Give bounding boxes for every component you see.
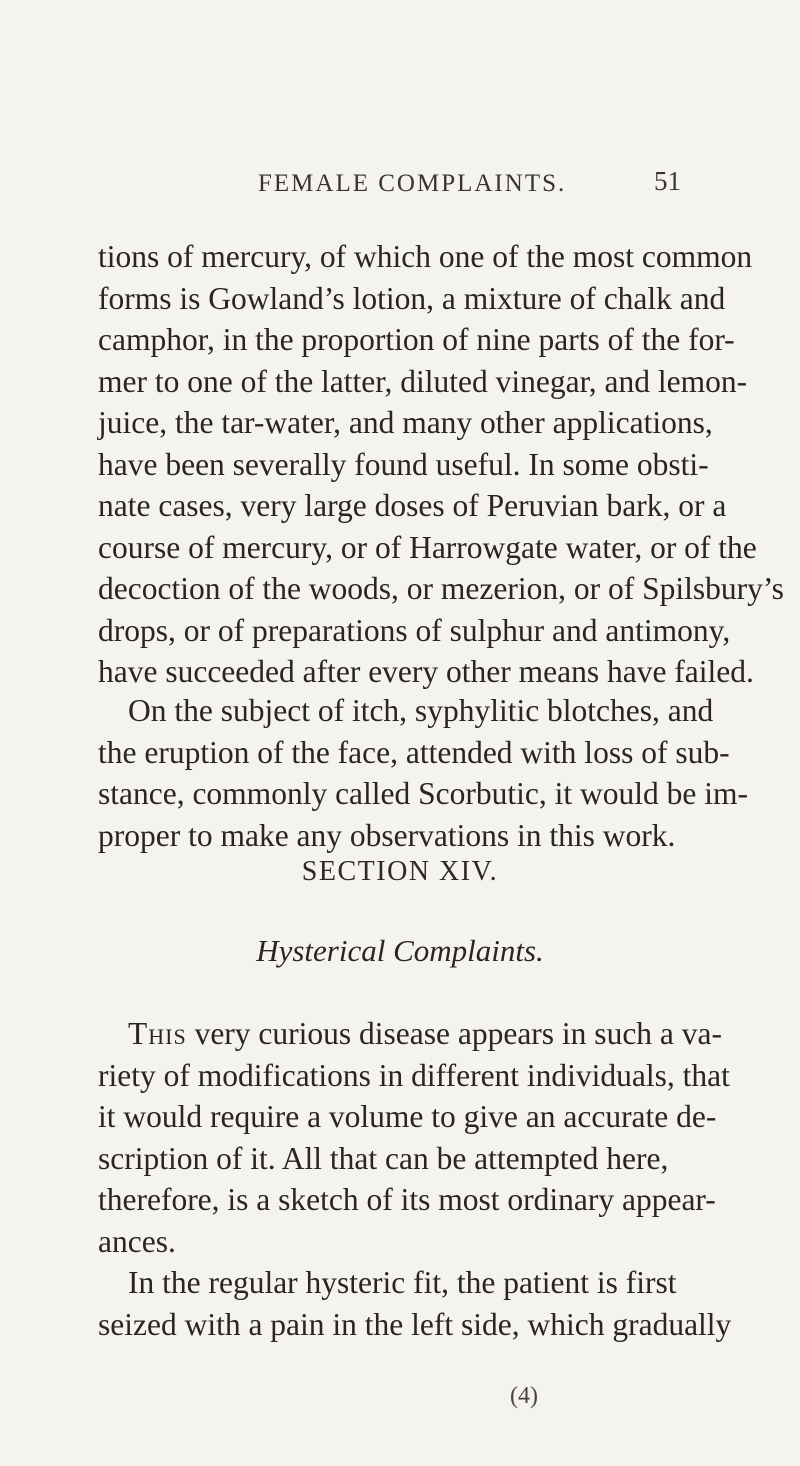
text-line: In the regular hysteric fit, the patient is first (128, 1265, 677, 1300)
text-line: forms is Gowland’s lotion, a mixture of chalk and (98, 280, 726, 316)
signature-mark: (4) (510, 1383, 538, 1409)
text-line (98, 1013, 723, 1055)
text-line: the eruption of the face, attended with loss of sub- (98, 734, 730, 770)
paragraph-continuation (98, 236, 784, 693)
text-line: proper to make any observations in this work. (98, 817, 676, 853)
paragraph-hysteric-fit (98, 1262, 732, 1345)
text-line: camphor, in the proportion of nine parts of the for- (98, 322, 735, 357)
running-title: FEMALE COMPLAINTS. (258, 170, 567, 197)
text-line: course of mercury, or of Harrowgate water, or of the (98, 529, 757, 565)
text-line: scription of it. All that can be attempted here, (98, 1140, 669, 1176)
paragraph-itch (98, 690, 748, 856)
text-line: On the subject of itch, syphylitic blotches, and (128, 693, 714, 728)
text-line: it would require a volume to give an accurate de- (98, 1099, 717, 1134)
text-line: riety of modifications in different individuals, that (98, 1057, 730, 1093)
text-line: drops, or of preparations of sulphur and antimony, (98, 612, 731, 648)
page-number: 51 (654, 166, 681, 196)
text-line: decoction of the woods, or mezerion, or of Spilsbury’s (98, 571, 784, 606)
text-line: juice, the tar-water, and many other applications, (98, 405, 713, 440)
drop-word: This (128, 1016, 187, 1051)
text-line: nate cases, very large doses of Peruvian bark, or a (98, 488, 727, 523)
text-line: mer to one of the latter, diluted vinegar, and lemon- (98, 363, 748, 399)
text-line: have succeeded after every other means have failed. (98, 654, 754, 689)
text-line: have been severally found useful. In some obsti- (98, 446, 709, 482)
text-line: seized with a pain in the left side, which gradually (98, 1306, 732, 1342)
first-line-rest: very curious disease appears in such a va- (186, 1016, 723, 1051)
text-line: therefore, is a sketch of its most ordinary appear- (98, 1182, 716, 1217)
paragraph-hysteria-intro (98, 1013, 730, 1262)
text-line: stance, commonly called Scorbutic, it would be im- (98, 776, 748, 811)
section-heading: SECTION XIV. (301, 856, 499, 887)
text-line: ances. (98, 1223, 176, 1259)
text-line: tions of mercury, of which one of the most common (98, 239, 753, 274)
section-subheading: Hysterical Complaints. (256, 933, 544, 968)
